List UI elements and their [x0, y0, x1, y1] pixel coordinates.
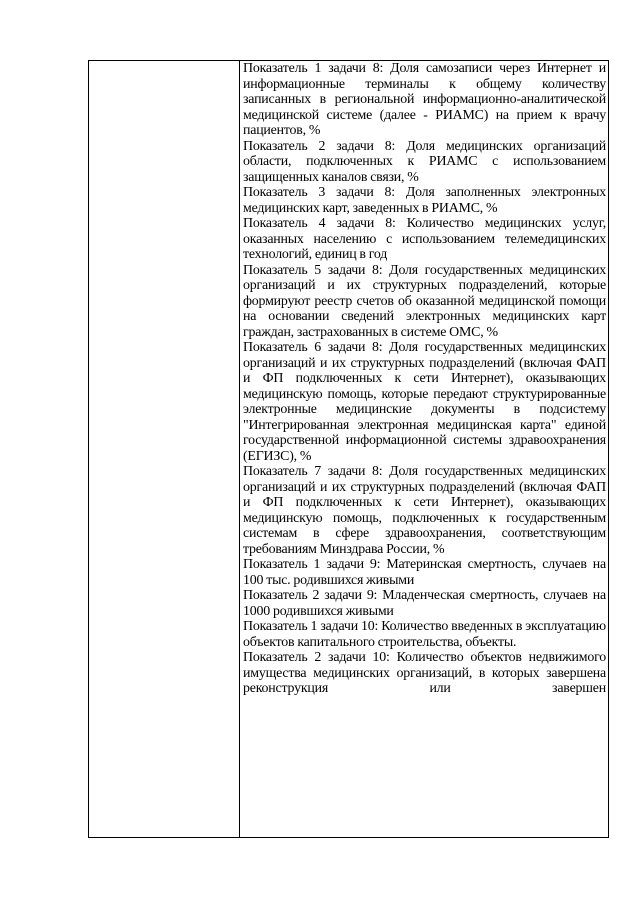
table-indicators-cell	[240, 61, 608, 837]
indicator-text: Показатель 1 задачи 8: Доля самозаписи через Интернет и информационные терминалы к общему количеству записанных в региональной информационно-аналитической медицинской системе (далее - РИАМС) на прием к врачу пациентов, %	[243, 61, 606, 138]
indicator-text: Показатель 6 задачи 8: Доля государственных медицинских организаций и их структурных подразделений (включая ФАП и ФП подключенных к сети Интернет), оказывающих медицинскую помощь, которые передают структурированные электронные медицинские документы в подсистему "Интегрированная электронная медицинская карта" единой государственной информационной системы здравоохранения (ЕГИЗС), %	[243, 340, 606, 464]
indicator-text: Показатель 2 задачи 10: Количество объектов недвижимого имущества медицинских организаций, в которых завершена реконструкция или завершен	[243, 650, 606, 696]
table-left-cell	[89, 61, 240, 837]
indicator-text: Показатель 4 задачи 8: Количество медицинских услуг, оказанных населению с использованием телемедицинских технологий, единиц в год	[243, 216, 606, 262]
indicator-text: Показатель 7 задачи 8: Доля государственных медицинских организаций и их структурных подразделений (включая ФАП и ФП подключенных к сети Интернет), оказывающих медицинскую помощь, подключенных к государственным системам в сфере здравоохранения, соответствующим требованиям Минздрава России, %	[243, 464, 606, 557]
indicator-text: Показатель 1 задачи 9: Материнская смертность, случаев на 100 тыс. родившихся живыми	[243, 557, 606, 588]
indicator-text: Показатель 2 задачи 8: Доля медицинских организаций области, подключенных к РИАМС с использованием защищенных каналов связи, %	[243, 138, 606, 185]
indicator-text: Показатель 2 задачи 9: Младенческая смертность, случаев на 1000 родившихся живыми	[243, 588, 606, 619]
indicator-text: Показатель 3 задачи 8: Доля заполненных электронных медицинских карт, заведенных в РИАМС, %	[243, 185, 606, 216]
indicator-text: Показатель 1 задачи 10: Количество введенных в эксплуатацию объектов капитального строительства, объекты.	[243, 619, 606, 650]
indicator-text: Показатель 5 задачи 8: Доля государственных медицинских организаций и их структурных подразделений, которые формируют реестр счетов об оказанной медицинской помощи на основании сведений электронных медицинских карт граждан, застрахованных в системе ОМС, %	[243, 262, 606, 340]
indicators-table	[88, 60, 609, 838]
